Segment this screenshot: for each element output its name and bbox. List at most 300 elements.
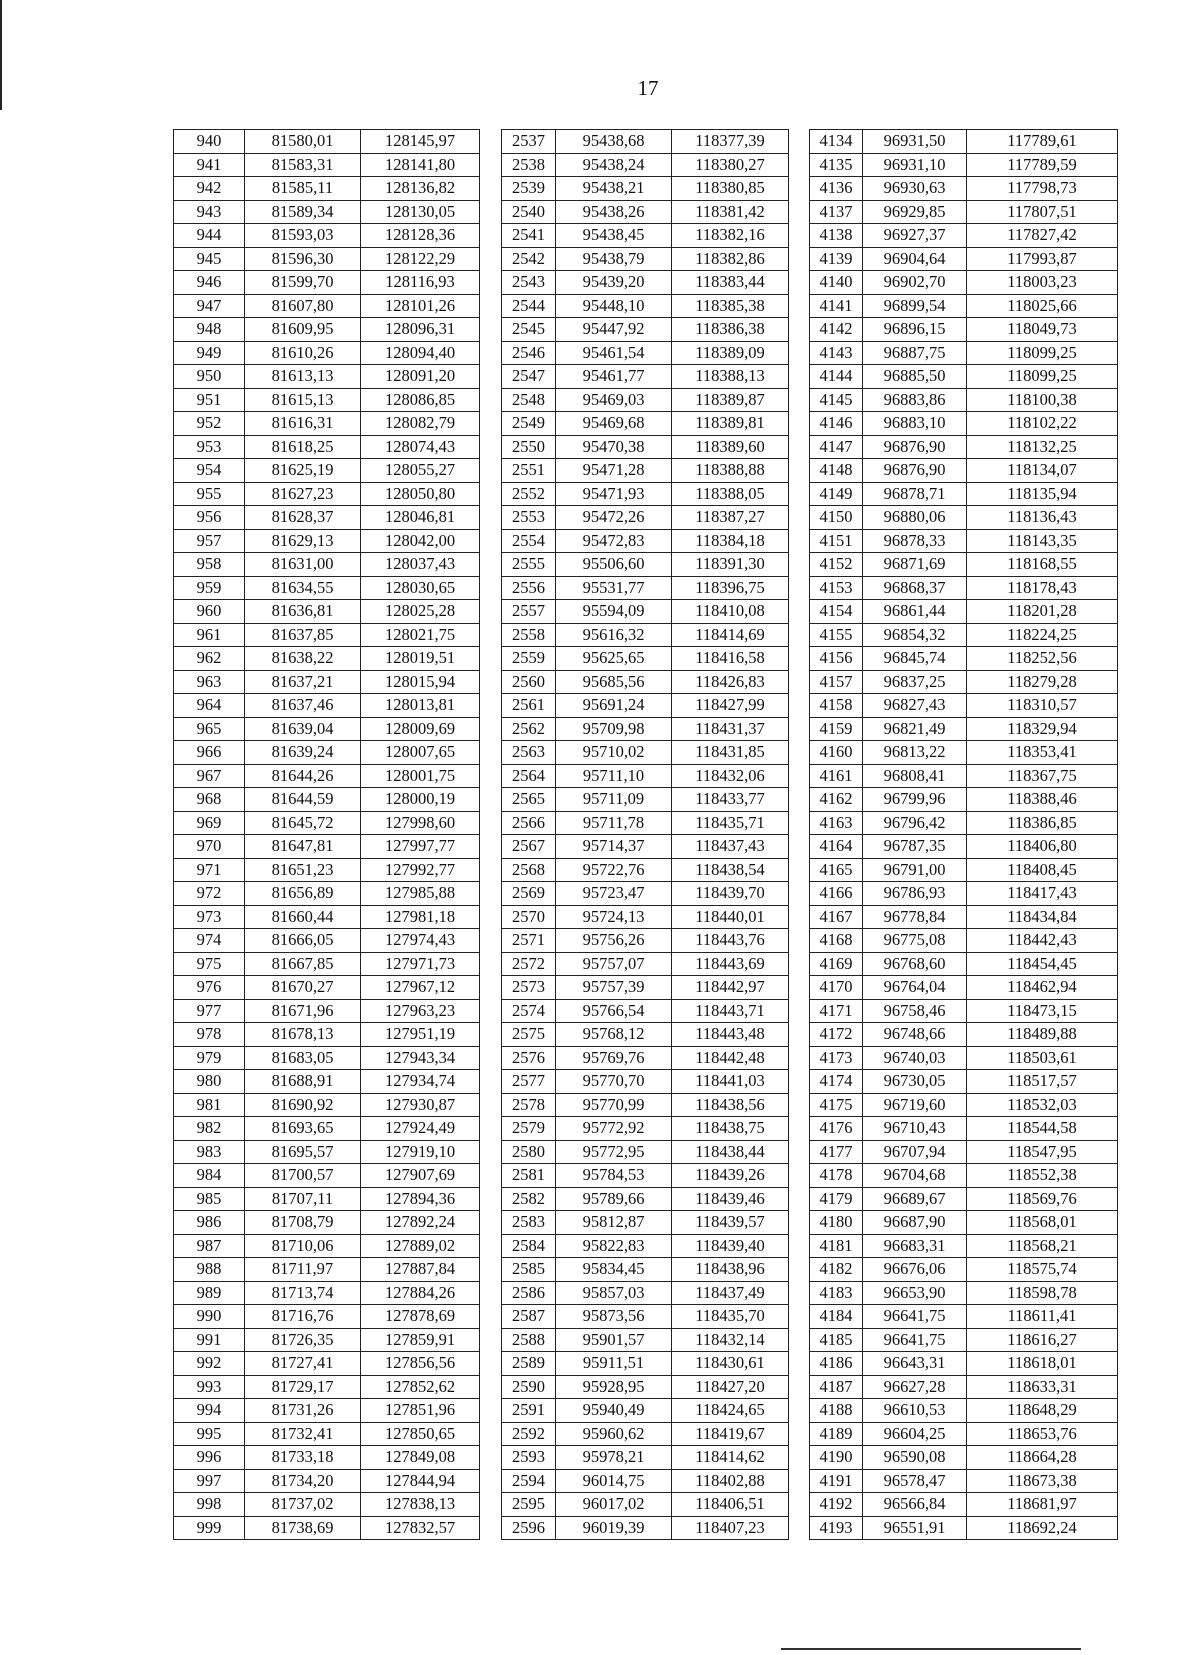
column-gap [789, 553, 810, 577]
x-coordinate-cell-group-2: 95471,28 [556, 459, 672, 483]
column-gap [480, 435, 502, 459]
point-number-cell-group-1: 997 [174, 1469, 245, 1493]
column-gap [480, 1305, 502, 1329]
x-coordinate-cell-group-1: 81607,80 [245, 294, 361, 318]
x-coordinate-cell-group-3: 96883,86 [863, 388, 967, 412]
point-number-cell-group-3: 4142 [810, 318, 863, 342]
column-gap [789, 647, 810, 671]
column-gap [480, 388, 502, 412]
x-coordinate-cell-group-3: 96878,71 [863, 482, 967, 506]
x-coordinate-cell-group-3: 96604,25 [863, 1422, 967, 1446]
table-row [174, 200, 1118, 224]
x-coordinate-cell-group-2: 95469,03 [556, 388, 672, 412]
point-number-cell-group-1: 952 [174, 412, 245, 436]
point-number-cell-group-1: 986 [174, 1211, 245, 1235]
point-number-cell-group-3: 4189 [810, 1422, 863, 1446]
table-row [174, 623, 1118, 647]
y-coordinate-cell-group-1: 127998,60 [361, 811, 480, 835]
y-coordinate-cell-group-1: 128128,36 [361, 224, 480, 248]
column-gap [789, 1305, 810, 1329]
y-coordinate-cell-group-2: 118435,71 [672, 811, 789, 835]
column-gap [789, 153, 810, 177]
point-number-cell-group-2: 2568 [502, 858, 556, 882]
point-number-cell-group-1: 943 [174, 200, 245, 224]
point-number-cell-group-3: 4186 [810, 1352, 863, 1376]
y-coordinate-cell-group-3: 118473,15 [967, 999, 1118, 1023]
point-number-cell-group-1: 967 [174, 764, 245, 788]
column-gap [789, 694, 810, 718]
point-number-cell-group-2: 2570 [502, 905, 556, 929]
y-coordinate-cell-group-2: 118386,38 [672, 318, 789, 342]
column-gap [480, 623, 502, 647]
point-number-cell-group-3: 4154 [810, 600, 863, 624]
column-gap [789, 506, 810, 530]
point-number-cell-group-3: 4155 [810, 623, 863, 647]
table-row [174, 1140, 1118, 1164]
x-coordinate-cell-group-1: 81628,37 [245, 506, 361, 530]
y-coordinate-cell-group-3: 118434,84 [967, 905, 1118, 929]
y-coordinate-cell-group-1: 127892,24 [361, 1211, 480, 1235]
point-number-cell-group-3: 4150 [810, 506, 863, 530]
table-row [174, 1328, 1118, 1352]
column-gap [789, 1493, 810, 1517]
point-number-cell-group-3: 4147 [810, 435, 863, 459]
y-coordinate-cell-group-2: 118438,75 [672, 1117, 789, 1141]
x-coordinate-cell-group-1: 81727,41 [245, 1352, 361, 1376]
y-coordinate-cell-group-3: 117798,73 [967, 177, 1118, 201]
point-number-cell-group-1: 960 [174, 600, 245, 624]
y-coordinate-cell-group-2: 118396,75 [672, 576, 789, 600]
x-coordinate-cell-group-2: 95438,21 [556, 177, 672, 201]
y-coordinate-cell-group-3: 118681,97 [967, 1493, 1118, 1517]
y-coordinate-cell-group-2: 118439,70 [672, 882, 789, 906]
y-coordinate-cell-group-3: 118664,28 [967, 1446, 1118, 1470]
x-coordinate-cell-group-3: 96740,03 [863, 1046, 967, 1070]
column-gap [789, 882, 810, 906]
table-row [174, 294, 1118, 318]
column-gap [480, 1352, 502, 1376]
y-coordinate-cell-group-3: 118406,80 [967, 835, 1118, 859]
column-gap [789, 294, 810, 318]
point-number-cell-group-3: 4145 [810, 388, 863, 412]
column-gap [789, 976, 810, 1000]
y-coordinate-cell-group-2: 118437,49 [672, 1281, 789, 1305]
x-coordinate-cell-group-3: 96927,37 [863, 224, 967, 248]
x-coordinate-cell-group-2: 95822,83 [556, 1234, 672, 1258]
point-number-cell-group-1: 980 [174, 1070, 245, 1094]
column-gap [480, 835, 502, 859]
point-number-cell-group-3: 4177 [810, 1140, 863, 1164]
x-coordinate-cell-group-3: 96590,08 [863, 1446, 967, 1470]
x-coordinate-cell-group-1: 81627,23 [245, 482, 361, 506]
y-coordinate-cell-group-3: 118489,88 [967, 1023, 1118, 1047]
point-number-cell-group-3: 4180 [810, 1211, 863, 1235]
y-coordinate-cell-group-3: 117993,87 [967, 247, 1118, 271]
table-row [174, 741, 1118, 765]
column-gap [789, 412, 810, 436]
column-gap [480, 717, 502, 741]
y-coordinate-cell-group-3: 118310,57 [967, 694, 1118, 718]
x-coordinate-cell-group-1: 81695,57 [245, 1140, 361, 1164]
point-number-cell-group-1: 990 [174, 1305, 245, 1329]
point-number-cell-group-1: 993 [174, 1375, 245, 1399]
x-coordinate-cell-group-1: 81616,31 [245, 412, 361, 436]
point-number-cell-group-1: 977 [174, 999, 245, 1023]
x-coordinate-cell-group-1: 81609,95 [245, 318, 361, 342]
column-gap [789, 929, 810, 953]
y-coordinate-cell-group-2: 118389,81 [672, 412, 789, 436]
y-coordinate-cell-group-2: 118419,67 [672, 1422, 789, 1446]
table-row [174, 388, 1118, 412]
x-coordinate-cell-group-1: 81637,21 [245, 670, 361, 694]
point-number-cell-group-1: 951 [174, 388, 245, 412]
point-number-cell-group-2: 2537 [502, 130, 556, 154]
x-coordinate-cell-group-1: 81629,13 [245, 529, 361, 553]
x-coordinate-cell-group-1: 81729,17 [245, 1375, 361, 1399]
coordinate-table-body [174, 130, 1118, 1540]
point-number-cell-group-3: 4175 [810, 1093, 863, 1117]
y-coordinate-cell-group-2: 118439,46 [672, 1187, 789, 1211]
x-coordinate-cell-group-2: 95616,32 [556, 623, 672, 647]
x-coordinate-cell-group-2: 95960,62 [556, 1422, 672, 1446]
y-coordinate-cell-group-2: 118414,62 [672, 1446, 789, 1470]
x-coordinate-cell-group-3: 96861,44 [863, 600, 967, 624]
x-coordinate-cell-group-1: 81644,26 [245, 764, 361, 788]
column-gap [789, 1352, 810, 1376]
y-coordinate-cell-group-1: 127981,18 [361, 905, 480, 929]
y-coordinate-cell-group-2: 118442,48 [672, 1046, 789, 1070]
y-coordinate-cell-group-1: 127963,23 [361, 999, 480, 1023]
column-gap [480, 647, 502, 671]
x-coordinate-cell-group-1: 81644,59 [245, 788, 361, 812]
y-coordinate-cell-group-1: 127951,19 [361, 1023, 480, 1047]
point-number-cell-group-1: 945 [174, 247, 245, 271]
table-row [174, 506, 1118, 530]
point-number-cell-group-2: 2595 [502, 1493, 556, 1517]
x-coordinate-cell-group-3: 96748,66 [863, 1023, 967, 1047]
x-coordinate-cell-group-1: 81660,44 [245, 905, 361, 929]
point-number-cell-group-1: 966 [174, 741, 245, 765]
point-number-cell-group-3: 4170 [810, 976, 863, 1000]
x-coordinate-cell-group-2: 95438,24 [556, 153, 672, 177]
point-number-cell-group-3: 4176 [810, 1117, 863, 1141]
point-number-cell-group-2: 2556 [502, 576, 556, 600]
point-number-cell-group-3: 4141 [810, 294, 863, 318]
y-coordinate-cell-group-1: 128082,79 [361, 412, 480, 436]
point-number-cell-group-3: 4193 [810, 1516, 863, 1540]
point-number-cell-group-3: 4179 [810, 1187, 863, 1211]
x-coordinate-cell-group-2: 95472,83 [556, 529, 672, 553]
y-coordinate-cell-group-3: 118099,25 [967, 365, 1118, 389]
table-row [174, 1211, 1118, 1235]
column-gap [789, 1399, 810, 1423]
column-gap [480, 1211, 502, 1235]
point-number-cell-group-1: 965 [174, 717, 245, 741]
x-coordinate-cell-group-1: 81671,96 [245, 999, 361, 1023]
column-gap [480, 858, 502, 882]
column-gap [789, 1469, 810, 1493]
y-coordinate-cell-group-3: 118648,29 [967, 1399, 1118, 1423]
point-number-cell-group-3: 4164 [810, 835, 863, 859]
x-coordinate-cell-group-1: 81645,72 [245, 811, 361, 835]
point-number-cell-group-2: 2539 [502, 177, 556, 201]
x-coordinate-cell-group-1: 81638,22 [245, 647, 361, 671]
column-gap [480, 153, 502, 177]
point-number-cell-group-3: 4139 [810, 247, 863, 271]
x-coordinate-cell-group-2: 95709,98 [556, 717, 672, 741]
y-coordinate-cell-group-1: 128000,19 [361, 788, 480, 812]
column-gap [789, 388, 810, 412]
point-number-cell-group-3: 4148 [810, 459, 863, 483]
x-coordinate-cell-group-2: 95770,70 [556, 1070, 672, 1094]
y-coordinate-cell-group-3: 118653,76 [967, 1422, 1118, 1446]
column-gap [789, 858, 810, 882]
y-coordinate-cell-group-3: 118102,22 [967, 412, 1118, 436]
table-row [174, 1516, 1118, 1540]
column-gap [480, 1281, 502, 1305]
point-number-cell-group-3: 4137 [810, 200, 863, 224]
column-gap [480, 1046, 502, 1070]
column-gap [480, 929, 502, 953]
point-number-cell-group-3: 4151 [810, 529, 863, 553]
point-number-cell-group-2: 2563 [502, 741, 556, 765]
x-coordinate-cell-group-2: 95472,26 [556, 506, 672, 530]
x-coordinate-cell-group-1: 81610,26 [245, 341, 361, 365]
point-number-cell-group-3: 4188 [810, 1399, 863, 1423]
column-gap [480, 1070, 502, 1094]
column-gap [789, 788, 810, 812]
point-number-cell-group-3: 4156 [810, 647, 863, 671]
point-number-cell-group-1: 956 [174, 506, 245, 530]
y-coordinate-cell-group-2: 118438,44 [672, 1140, 789, 1164]
column-gap [789, 1516, 810, 1540]
x-coordinate-cell-group-3: 96845,74 [863, 647, 967, 671]
y-coordinate-cell-group-3: 118135,94 [967, 482, 1118, 506]
y-coordinate-cell-group-2: 118388,05 [672, 482, 789, 506]
y-coordinate-cell-group-3: 118611,41 [967, 1305, 1118, 1329]
y-coordinate-cell-group-1: 127967,12 [361, 976, 480, 1000]
x-coordinate-cell-group-2: 95911,51 [556, 1352, 672, 1376]
y-coordinate-cell-group-2: 118426,83 [672, 670, 789, 694]
x-coordinate-cell-group-2: 96014,75 [556, 1469, 672, 1493]
table-row [174, 811, 1118, 835]
x-coordinate-cell-group-3: 96854,32 [863, 623, 967, 647]
y-coordinate-cell-group-3: 118417,43 [967, 882, 1118, 906]
x-coordinate-cell-group-2: 96019,39 [556, 1516, 672, 1540]
x-coordinate-cell-group-1: 81651,23 [245, 858, 361, 882]
y-coordinate-cell-group-2: 118442,97 [672, 976, 789, 1000]
y-coordinate-cell-group-1: 128086,85 [361, 388, 480, 412]
table-row [174, 1093, 1118, 1117]
x-coordinate-cell-group-2: 95772,92 [556, 1117, 672, 1141]
table-row [174, 1493, 1118, 1517]
column-gap [789, 1328, 810, 1352]
y-coordinate-cell-group-3: 118547,95 [967, 1140, 1118, 1164]
y-coordinate-cell-group-1: 128030,65 [361, 576, 480, 600]
x-coordinate-cell-group-1: 81731,26 [245, 1399, 361, 1423]
point-number-cell-group-2: 2562 [502, 717, 556, 741]
x-coordinate-cell-group-2: 95711,78 [556, 811, 672, 835]
x-coordinate-cell-group-2: 95766,54 [556, 999, 672, 1023]
x-coordinate-cell-group-1: 81710,06 [245, 1234, 361, 1258]
y-coordinate-cell-group-2: 118377,39 [672, 130, 789, 154]
y-coordinate-cell-group-2: 118410,08 [672, 600, 789, 624]
x-coordinate-cell-group-3: 96787,35 [863, 835, 967, 859]
x-coordinate-cell-group-2: 95857,03 [556, 1281, 672, 1305]
point-number-cell-group-1: 981 [174, 1093, 245, 1117]
point-number-cell-group-2: 2558 [502, 623, 556, 647]
point-number-cell-group-2: 2575 [502, 1023, 556, 1047]
point-number-cell-group-1: 946 [174, 271, 245, 295]
point-number-cell-group-1: 994 [174, 1399, 245, 1423]
x-coordinate-cell-group-3: 96813,22 [863, 741, 967, 765]
column-gap [480, 482, 502, 506]
point-number-cell-group-2: 2555 [502, 553, 556, 577]
column-gap [480, 1258, 502, 1282]
y-coordinate-cell-group-3: 118618,01 [967, 1352, 1118, 1376]
column-gap [480, 130, 502, 154]
column-gap [789, 341, 810, 365]
point-number-cell-group-1: 968 [174, 788, 245, 812]
y-coordinate-cell-group-3: 118025,66 [967, 294, 1118, 318]
table-row [174, 1399, 1118, 1423]
x-coordinate-cell-group-1: 81615,13 [245, 388, 361, 412]
y-coordinate-cell-group-1: 128021,75 [361, 623, 480, 647]
column-gap [480, 694, 502, 718]
y-coordinate-cell-group-2: 118433,77 [672, 788, 789, 812]
point-number-cell-group-3: 4157 [810, 670, 863, 694]
y-coordinate-cell-group-3: 118568,01 [967, 1211, 1118, 1235]
point-number-cell-group-2: 2553 [502, 506, 556, 530]
point-number-cell-group-2: 2582 [502, 1187, 556, 1211]
column-gap [480, 1446, 502, 1470]
x-coordinate-cell-group-3: 96551,91 [863, 1516, 967, 1540]
x-coordinate-cell-group-1: 81716,76 [245, 1305, 361, 1329]
point-number-cell-group-2: 2591 [502, 1399, 556, 1423]
y-coordinate-cell-group-2: 118441,03 [672, 1070, 789, 1094]
column-gap [480, 1469, 502, 1493]
x-coordinate-cell-group-3: 96710,43 [863, 1117, 967, 1141]
table-row [174, 670, 1118, 694]
y-coordinate-cell-group-1: 127856,56 [361, 1352, 480, 1376]
x-coordinate-cell-group-1: 81734,20 [245, 1469, 361, 1493]
point-number-cell-group-3: 4184 [810, 1305, 863, 1329]
column-gap [789, 1422, 810, 1446]
table-row [174, 1258, 1118, 1282]
x-coordinate-cell-group-3: 96676,06 [863, 1258, 967, 1282]
point-number-cell-group-1: 992 [174, 1352, 245, 1376]
point-number-cell-group-2: 2586 [502, 1281, 556, 1305]
column-gap [789, 365, 810, 389]
y-coordinate-cell-group-1: 127943,34 [361, 1046, 480, 1070]
x-coordinate-cell-group-2: 95438,45 [556, 224, 672, 248]
point-number-cell-group-2: 2572 [502, 952, 556, 976]
column-gap [789, 459, 810, 483]
x-coordinate-cell-group-1: 81707,11 [245, 1187, 361, 1211]
y-coordinate-cell-group-2: 118383,44 [672, 271, 789, 295]
y-coordinate-cell-group-1: 127930,87 [361, 1093, 480, 1117]
x-coordinate-cell-group-2: 95438,79 [556, 247, 672, 271]
point-number-cell-group-3: 4192 [810, 1493, 863, 1517]
y-coordinate-cell-group-3: 118552,38 [967, 1164, 1118, 1188]
x-coordinate-cell-group-3: 96931,10 [863, 153, 967, 177]
point-number-cell-group-1: 971 [174, 858, 245, 882]
column-gap [480, 882, 502, 906]
point-number-cell-group-3: 4136 [810, 177, 863, 201]
y-coordinate-cell-group-1: 128019,51 [361, 647, 480, 671]
x-coordinate-cell-group-2: 95901,57 [556, 1328, 672, 1352]
point-number-cell-group-1: 982 [174, 1117, 245, 1141]
column-gap [480, 1422, 502, 1446]
y-coordinate-cell-group-3: 118049,73 [967, 318, 1118, 342]
point-number-cell-group-3: 4138 [810, 224, 863, 248]
column-gap [480, 976, 502, 1000]
x-coordinate-cell-group-3: 96778,84 [863, 905, 967, 929]
y-coordinate-cell-group-2: 118443,69 [672, 952, 789, 976]
x-coordinate-cell-group-2: 95594,09 [556, 600, 672, 624]
x-coordinate-cell-group-2: 95723,47 [556, 882, 672, 906]
table-row [174, 435, 1118, 459]
point-number-cell-group-3: 4187 [810, 1375, 863, 1399]
y-coordinate-cell-group-1: 128096,31 [361, 318, 480, 342]
column-gap [480, 1493, 502, 1517]
column-gap [789, 1281, 810, 1305]
y-coordinate-cell-group-2: 118443,48 [672, 1023, 789, 1047]
point-number-cell-group-1: 957 [174, 529, 245, 553]
column-gap [789, 1258, 810, 1282]
table-row [174, 976, 1118, 1000]
y-coordinate-cell-group-3: 118544,58 [967, 1117, 1118, 1141]
point-number-cell-group-3: 4153 [810, 576, 863, 600]
point-number-cell-group-1: 987 [174, 1234, 245, 1258]
point-number-cell-group-2: 2545 [502, 318, 556, 342]
x-coordinate-cell-group-3: 96689,67 [863, 1187, 967, 1211]
column-gap [480, 1164, 502, 1188]
x-coordinate-cell-group-2: 95439,20 [556, 271, 672, 295]
y-coordinate-cell-group-1: 127832,57 [361, 1516, 480, 1540]
x-coordinate-cell-group-3: 96902,70 [863, 271, 967, 295]
y-coordinate-cell-group-3: 118408,45 [967, 858, 1118, 882]
table-row [174, 858, 1118, 882]
point-number-cell-group-3: 4135 [810, 153, 863, 177]
column-gap [480, 224, 502, 248]
column-gap [789, 130, 810, 154]
x-coordinate-cell-group-1: 81678,13 [245, 1023, 361, 1047]
column-gap [789, 177, 810, 201]
y-coordinate-cell-group-1: 127985,88 [361, 882, 480, 906]
y-coordinate-cell-group-2: 118406,51 [672, 1493, 789, 1517]
y-coordinate-cell-group-3: 118099,25 [967, 341, 1118, 365]
x-coordinate-cell-group-2: 95769,76 [556, 1046, 672, 1070]
column-gap [480, 1140, 502, 1164]
point-number-cell-group-3: 4161 [810, 764, 863, 788]
x-coordinate-cell-group-1: 81596,30 [245, 247, 361, 271]
point-number-cell-group-3: 4185 [810, 1328, 863, 1352]
x-coordinate-cell-group-1: 81639,24 [245, 741, 361, 765]
y-coordinate-cell-group-2: 118438,96 [672, 1258, 789, 1282]
column-gap [480, 365, 502, 389]
y-coordinate-cell-group-3: 118454,45 [967, 952, 1118, 976]
point-number-cell-group-1: 984 [174, 1164, 245, 1188]
column-gap [789, 1117, 810, 1141]
y-coordinate-cell-group-2: 118388,88 [672, 459, 789, 483]
y-coordinate-cell-group-2: 118407,23 [672, 1516, 789, 1540]
y-coordinate-cell-group-3: 118442,43 [967, 929, 1118, 953]
table-row [174, 1469, 1118, 1493]
y-coordinate-cell-group-3: 118616,27 [967, 1328, 1118, 1352]
y-coordinate-cell-group-1: 128094,40 [361, 341, 480, 365]
point-number-cell-group-2: 2540 [502, 200, 556, 224]
